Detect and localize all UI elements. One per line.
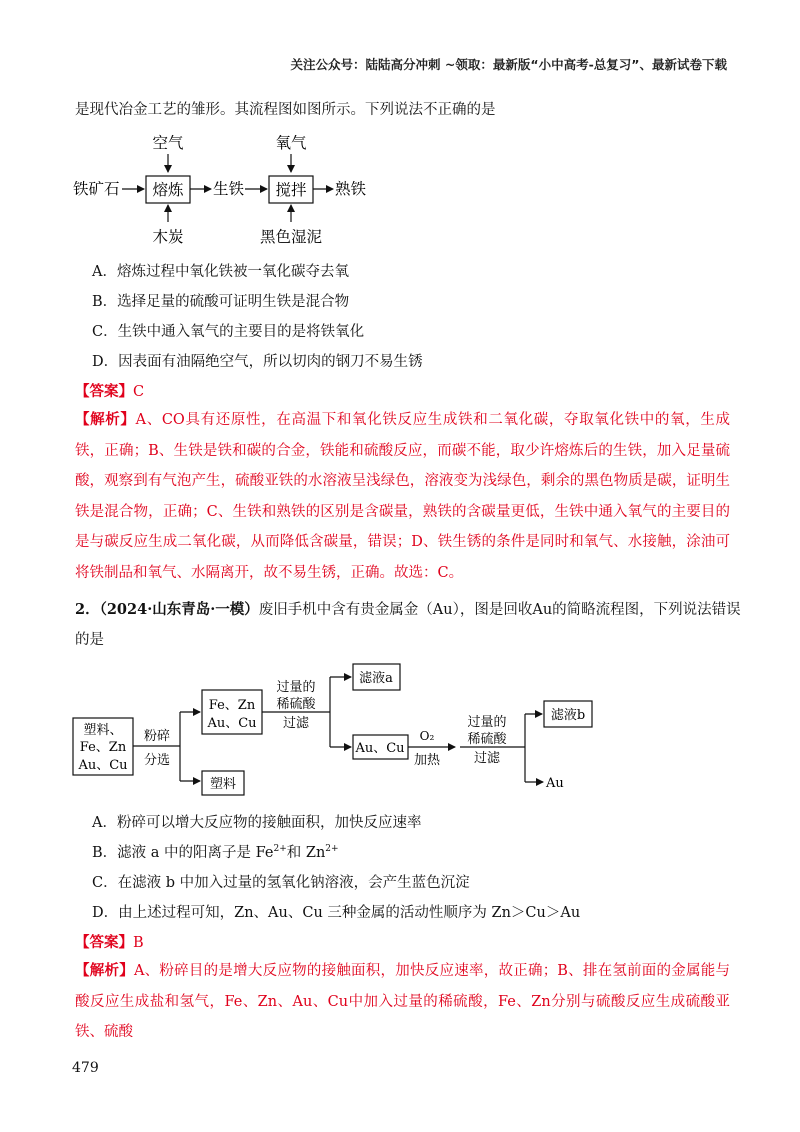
q1-option-a: A．熔炼过程中氧化铁被一氧化碳夺去氧: [92, 264, 349, 280]
svg-text:Fe、Zn: Fe、Zn: [79, 740, 127, 755]
svg-text:Au: Au: [546, 776, 564, 791]
black-mud-label: 黑色湿泥: [259, 228, 323, 246]
svg-text:Au、Cu: Au、Cu: [355, 741, 405, 756]
svg-text:过量的: 过量的: [276, 680, 316, 695]
q1-analysis: [75, 405, 730, 589]
q1-option-b: B．选择足量的硫酸可证明生铁是混合物: [92, 294, 350, 310]
q2-option-d: D．由上述过程可知，Zn、Au、Cu 三种金属的活动性顺序为 Zn＞Cu＞Au: [92, 905, 581, 921]
stir-label: 搅拌: [275, 181, 307, 199]
analysis-label: 【解析】: [75, 411, 136, 428]
q2-number: 2．: [75, 601, 100, 618]
svg-text:Fe、Zn: Fe、Zn: [208, 698, 256, 713]
svg-text:滤液a: 滤液a: [359, 671, 393, 686]
svg-text:过滤: 过滤: [473, 751, 501, 766]
q2-option-c: C．在滤液 b 中加入过量的氢氧化钠溶液，会产生蓝色沉淀: [92, 875, 470, 891]
analysis-label: 【解析】: [75, 962, 134, 979]
svg-text:O₂: O₂: [419, 729, 435, 743]
svg-text:Au、Cu: Au、Cu: [207, 716, 257, 731]
smelt-label: 熔炼: [152, 181, 184, 199]
q1-intro: 是现代冶金工艺的雏形。其流程图如图所示。下列说法不正确的是: [75, 102, 496, 118]
svg-text:粉碎: 粉碎: [143, 729, 171, 744]
analysis-text: A、粉碎目的是增大反应物的接触面积，加快反应速率，故正确；B、排在氢前面的金属能与酸反应生成盐和氢气，Fe、Zn、Au、Cu中加入过量的稀硫酸，Fe、Zn分别与硫酸反应生成硫酸亚铁、硫酸: [75, 963, 731, 1041]
q2-option-a: A．粉碎可以增大反应物的接触面积，加快反应速率: [92, 815, 422, 831]
answer-label: 【答案】: [75, 934, 133, 951]
svg-text:稀硫酸: 稀硫酸: [276, 697, 316, 712]
analysis-text: A、CO具有还原性，在高温下和氧化铁反应生成铁和二氧化碳，夺取氧化铁中的氧，生成铁，正确；B、生铁是铁和碳的合金，铁能和硫酸反应，而碳不能，取少许熔炼后的生铁，加入足量硫酸，观察到有气泡产生，硫酸亚铁的水溶液呈浅绿色，溶液变为浅绿色，剩余的黑色物质是碳，证明生铁是混合物，正确；C、生铁和熟铁的区别是含碳量，熟铁的含碳量更低，生铁中通入氧气的主要目的是与碳反应生成二氧化碳，从而降低含碳量，错误；D、铁生锈的条件是同时和氧气、水接触，涂油可将铁制品和氧气、水隔离开，故不易生锈，正确。故选：C。: [75, 412, 730, 581]
charcoal-label: 木炭: [152, 228, 184, 246]
q2-source: （2024·山东青岛·一模）: [99, 601, 259, 618]
q1-flowchart: [70, 132, 400, 252]
q2-analysis: [75, 956, 730, 1048]
svg-text:滤液b: 滤液b: [550, 708, 586, 723]
air-label: 空气: [152, 134, 184, 152]
q2-flowchart: [70, 658, 610, 803]
svg-text:塑料、: 塑料、: [83, 723, 123, 738]
svg-text:稀硫酸: 稀硫酸: [467, 732, 507, 747]
q2-option-b: B．滤液 a 中的阳离子是 $Fe^{2+}$和 $Zn^{2+}$: [92, 844, 339, 861]
answer-value: C: [133, 384, 145, 400]
answer-value: B: [133, 935, 144, 951]
iron-ore-label: 铁矿石: [73, 180, 120, 198]
q2-answer: [75, 933, 144, 953]
svg-text:过滤: 过滤: [282, 716, 310, 731]
q2-intro-text: 废旧手机中含有贵金属金（Au），图是回收Au的简略流程图，下列说法错误: [258, 602, 741, 618]
svg-text:过量的: 过量的: [467, 715, 507, 730]
svg-text:Au、Cu: Au、Cu: [78, 758, 128, 773]
q2-intro-cont: 的是: [75, 632, 104, 648]
pig-iron-label: 生铁: [213, 180, 245, 198]
q1-answer: [75, 382, 144, 402]
q1-option-c: C．生铁中通入氧气的主要目的是将铁氧化: [92, 324, 365, 340]
svg-text:加热: 加热: [413, 753, 441, 768]
q1-option-d: D．因表面有油隔绝空气，所以切肉的钢刀不易生锈: [92, 354, 423, 370]
page-number: 479: [72, 1060, 99, 1076]
page-header: 关注公众号：陆陆高分冲刺 ~领取：最新版“小中高考-总复习”、最新试卷下载: [290, 57, 727, 72]
q2-intro: [75, 600, 741, 620]
wrought-iron-label: 熟铁: [335, 180, 367, 198]
oxygen-label: 氧气: [275, 134, 307, 152]
svg-text:塑料: 塑料: [209, 777, 237, 792]
svg-text:分选: 分选: [143, 753, 171, 768]
answer-label: 【答案】: [75, 383, 133, 400]
